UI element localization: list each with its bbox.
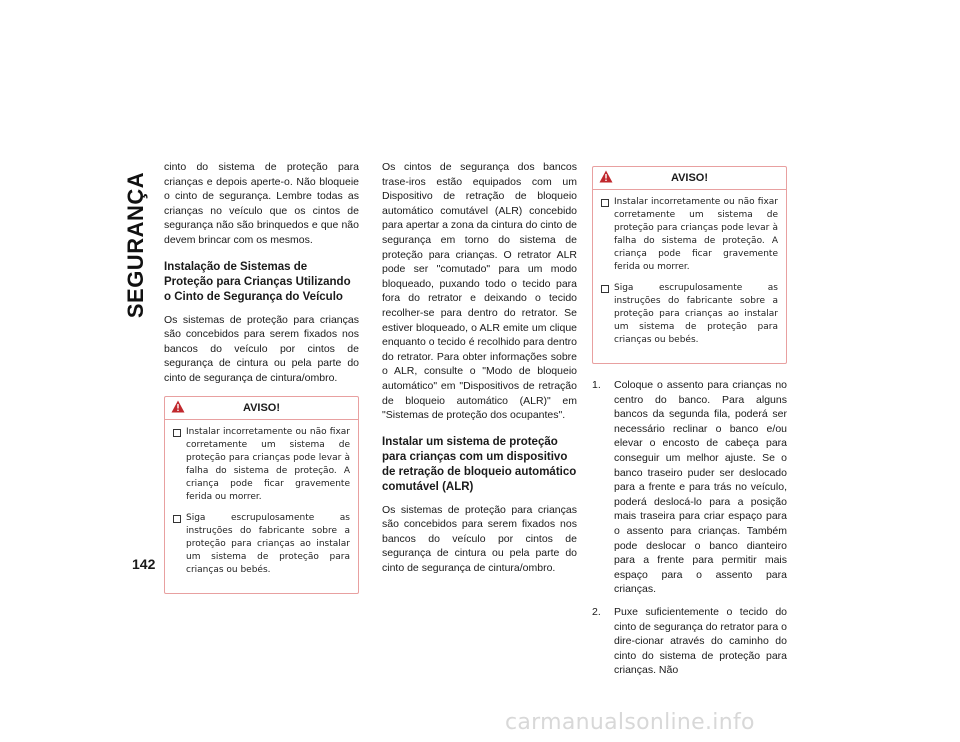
list-text: Puxe suficientemente o tecido do cinto de segurança do retrator para o dire-cionar através do caminho do cinto do sistema de proteção para crianças. Não xyxy=(614,605,787,677)
warning-item xyxy=(601,282,778,347)
warning-item xyxy=(601,196,778,274)
list-text: Coloque o assento para crianças no centro do banco. Para alguns bancos da segunda fila, poderá ser necessário reclinar o banco e/ou elevar o encosto de cabeça para conseguir um melhor ajuste. Se o banco traseiro puder ser deslocado para a frente e para trás no veículo, poderá deslocá-lo para a posição mais traseira para criar espaço para o assento para crianças. Também pode deslocar o banco dianteiro para a frente para permitir mais espaço para o assento para crianças. xyxy=(614,379,787,596)
checkbox-square-icon xyxy=(173,429,181,437)
warning-item-text: Instalar incorretamente ou não fixar corretamente um sistema de proteção para crianças pode levar à falha do sistema de proteção. A criança pode ficar gravemente ferida ou morrer. xyxy=(186,426,350,502)
warning-box xyxy=(592,166,787,364)
footer-watermark: carmanualsonline.info xyxy=(505,710,755,735)
warning-box xyxy=(164,396,359,594)
warning-title: AVISO! xyxy=(670,172,709,184)
section-side-label: SEGURANÇA xyxy=(123,171,148,319)
warning-header xyxy=(593,167,786,190)
page-number: 142 xyxy=(132,556,156,572)
warning-title: AVISO! xyxy=(242,401,281,414)
list-number: 1. xyxy=(592,379,601,391)
checkbox-square-icon xyxy=(173,515,181,523)
section-heading: Instalação de Sistemas de Proteção para Crianças Utilizando o Cinto de Segurança do Veículo xyxy=(164,260,351,303)
column-3 xyxy=(592,166,787,686)
warning-header xyxy=(165,397,358,420)
list-item xyxy=(592,378,787,597)
warning-triangle-icon xyxy=(171,400,185,413)
warning-item-text: Siga escrupulosamente as instruções do fabricante sobre a proteção para crianças ao instalar um sistema de proteção para crianças ou bebés. xyxy=(614,283,778,345)
body-paragraph: Os sistemas de proteção para crianças são concebidos para serem fixados nos bancos do veículo por cintos de segurança de cintura ou pela parte do cinto de segurança de cintura/ombro. xyxy=(164,313,359,384)
body-paragraph: Os sistemas de proteção para crianças são concebidos para serem fixados nos bancos do veículo por cintos de segurança de cintura ou pela parte do cinto de segurança de cintura/ombro. xyxy=(382,503,577,575)
list-item xyxy=(592,605,787,678)
warning-item-text: Siga escrupulosamente as instruções do fabricante sobre a proteção para crianças ao instalar um sistema de proteção para crianças ou bebés. xyxy=(186,512,350,575)
checkbox-square-icon xyxy=(601,199,609,207)
warning-item-text: Instalar incorretamente ou não fixar corretamente um sistema de proteção para crianças pode levar à falha do sistema de proteção. A criança pode ficar gravemente ferida ou morrer. xyxy=(614,197,778,272)
warning-triangle-icon xyxy=(599,170,613,183)
section-heading: Instalar um sistema de proteção para crianças com um dispositivo de retração de bloqueio automático comutável (ALR) xyxy=(382,435,577,493)
list-number: 2. xyxy=(592,605,601,618)
checkbox-square-icon xyxy=(601,285,609,293)
warning-item xyxy=(173,512,350,577)
alr-paragraph: Os cintos de segurança dos bancos trase-iros estão equipados com um Dispositivo de retração de bloqueio automático comutável (ALR) concebido para apertar a zona da cintura do cinto de segurança em torno do sistema de proteção para crianças. O retrator ALR pode ser "comutado" para um modo bloqueado, puxando todo o tecido para fora do retrator e deixando o tecido recolher-se para dentro do retrator. Se estiver bloqueado, o ALR emite um clique enquanto o tecido é recolhido para dentro do retrator. Para obter informações sobre o ALR, consulte o "Modo de bloqueio automático" em "Dispositivos de retração de bloqueio automático (ALR)" em "Sistemas de proteção dos ocupantes". xyxy=(382,161,577,422)
column-1 xyxy=(164,160,359,594)
column-2 xyxy=(382,160,577,586)
intro-paragraph: cinto do sistema de proteção para crianças e depois aperte-o. Não bloqueie o cinto de segurança. Lembre todas as crianças no veículo que os cintos de segurança não são brinquedos e que não devem brincar com os mesmos. xyxy=(164,161,359,246)
warning-item xyxy=(173,426,350,504)
